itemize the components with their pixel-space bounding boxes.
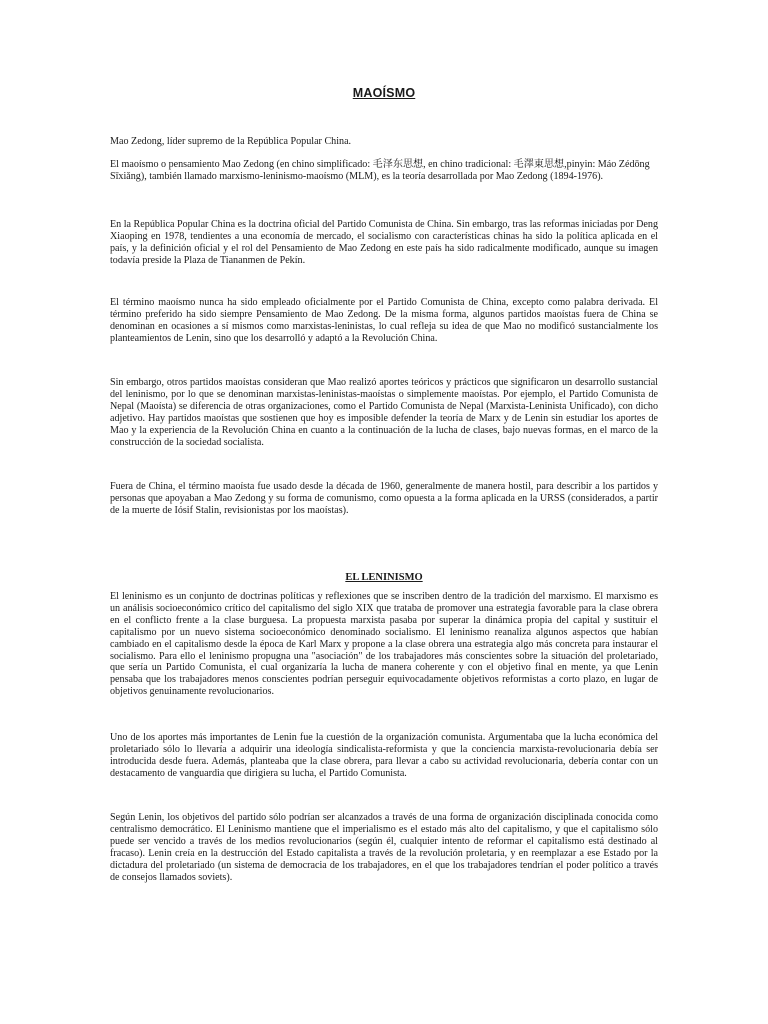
paragraph-lenin-organization: Uno de los aportes más importantes de Lenin fue la cuestión de la organización comunista. Argumentaba que la lucha económica del proletariado sólo lo llevaría a adquirir una ideología sindicalista-reformista y que la conciencia marxista-revolucionaria debía ser introducida desde fuera. Además, planteaba que la clase obrera, para llevar a cabo su actividad revolucionaria, debería contar con un destacamento de vanguardia que dirigiera su lucha, el Partido Comunista.	[110, 732, 658, 779]
section-heading-leninismo: EL LENINISMO	[345, 572, 423, 583]
paragraph-other-parties: Sin embargo, otros partidos maoístas consideran que Mao realizó aportes teóricos y prácticos que significaron un desarrollo sustancial del leninismo, por lo que se denominan marxistas-leninistas-maoístas o simplemente maoístas. Por ejemplo, el Partido Comunista de Nepal (Maoísta) se diferencia de otras organizaciones, como el Partido Comunista de Nepal (Marxista-Leninista Unificado), con dicho adjetivo. Hay partidos maoístas que sostienen que hoy es imposible defender la teoría de Marx y de Lenin sin estudiar los aportes de Mao y la experiencia de la Revolución China en cuanto a la continuación de la lucha de clases, bajo nuevas formas, en el marco de la construcción de la sociedad socialista.	[110, 377, 658, 448]
paragraph-outside-china: Fuera de China, el término maoísta fue usado desde la década de 1960, generalmente de manera hostil, para describir a los partidos y personas que apoyaban a Mao Zedong y su forma de comunismo, como opuesta a la forma aplicada en la URSS (considerados, a partir de la muerte de Iósif Stalin, revisionistas por los maoístas).	[110, 481, 658, 516]
paragraph-leninismo-definition: El leninismo es un conjunto de doctrinas políticas y reflexiones que se inscriben dentro de la tradición del marxismo. El marxismo es un análisis socioeconómico crítico del capitalismo del siglo XIX que trataba de promover una estrategia favorable para la clase obrera en el conflicto frente a la clase burguesa. La propuesta marxista pasaba por superar la dinámica propia del capital y sustituir el capitalismo por un nuevo sistema socioeconómico denominado socialismo. El leninismo reanaliza algunos aspectos que habían cambiado en el capitalismo desde la época de Karl Marx y propone a la clase obrera una estrategia algo más concreta para instaurar el socialismo. Para ello el leninismo propugna una "asociación" de los trabajadores más conscientes sobre la situación del proletariado, que sería un Partido Comunista, el cual organizaría la lucha de manera coherente y con el objetivo final en mente, ya que Lenin pensaba que los trabajadores menos conscientes podrían perseguir equivocadamente objetivos reformistas a corto plazo, en lugar de objetivos genuinamente revolucionarios.	[110, 591, 658, 698]
paragraph-intro: Mao Zedong, líder supremo de la República Popular China.	[110, 136, 352, 147]
paragraph-definition: El maoísmo o pensamiento Mao Zedong (en chino simplificado: 毛泽东思想, en chino tradicional: 毛澤東思想,pinyin: Máo Zédōng Sīxiǎng), también llamado marxismo-leninismo-maoísmo (MLM), es la teoría desarrollada por Mao Zedong (1894-1976).	[110, 159, 650, 182]
page-title: MAOÍSMO	[352, 86, 416, 100]
paragraph-democratic-centralism: Según Lenin, los objetivos del partido sólo podrían ser alcanzados a través de una forma de organización disciplinada conocida como centralismo democrático. El Leninismo mantiene que el imperialismo es el estado más alto del capitalismo, y que el capitalismo sólo puede ser vencido a través de los medios revolucionarios (según él, cualquier intento de reformar el capitalismo está destinado al fracaso). Lenin creía en la destrucción del Estado capitalista a través de la revolución proletaria, y en reemplazar a ese Estado por la dictadura del proletariado (un sistema de democracia de los trabajadores, en el que los trabajadores tendrían el poder político a través de consejos llamados soviets).	[110, 812, 658, 883]
paragraph-term-usage: El término maoísmo nunca ha sido empleado oficialmente por el Partido Comunista de China, excepto como palabra derivada. El término preferido ha sido siempre Pensamiento de Mao Zedong. De la misma forma, algunos partidos maoístas fuera de China se denominan en ocasiones a sí mismos como marxistas-leninistas, lo cual refleja su idea de que Mao no modificó sustancialmente los planteamientos de Lenin, sino que los desarrolló y adaptó a la Revolución China.	[110, 297, 658, 344]
paragraph-china-doctrine: En la República Popular China es la doctrina oficial del Partido Comunista de China. Sin embargo, tras las reformas iniciadas por Deng Xiaoping en 1978, tendientes a una economía de mercado, el socialismo con características chinas ha sido la política aplicada en el país, y la definición oficial y el rol del Pensamiento de Mao Zedong en este país ha sido radicalmente modificado, aunque su imagen todavía preside la Plaza de Tiananmen de Pekín.	[110, 219, 658, 266]
